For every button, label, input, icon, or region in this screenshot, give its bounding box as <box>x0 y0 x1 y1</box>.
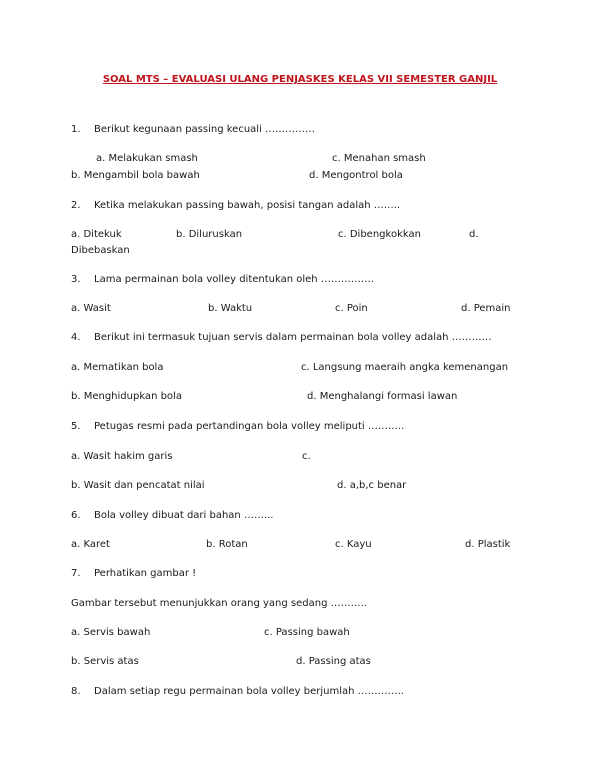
question-number: 5. <box>71 421 81 432</box>
question-text: Petugas resmi pada pertandingan bola volley meliputi ……….. <box>94 421 405 432</box>
question-number: 1. <box>71 124 81 135</box>
option-c: c. Menahan smash <box>332 153 426 164</box>
option-d: d. <box>469 229 479 240</box>
question-number: 2. <box>71 200 81 211</box>
question-text: Lama permainan bola volley ditentukan oleh ……………. <box>94 274 375 285</box>
question-text: Berikut ini termasuk tujuan servis dalam permainan bola volley adalah ………… <box>94 332 492 343</box>
question-number: 3. <box>71 274 81 285</box>
option-c: c. Langsung maeraih angka kemenangan <box>301 362 509 373</box>
option-b: b. Wasit dan pencatat nilai <box>71 480 205 491</box>
option-a: a. Wasit hakim garis <box>71 451 173 462</box>
option-a: a. Wasit <box>71 303 111 314</box>
question-text: Berikut kegunaan passing kecuali …………… <box>94 124 316 135</box>
option-b: b. Waktu <box>208 303 253 314</box>
option-a: a. Karet <box>71 539 110 550</box>
option-a: a. Mematikan bola <box>71 362 164 373</box>
option-c: c. Passing bawah <box>264 627 350 638</box>
option-c: c. Kayu <box>335 539 372 550</box>
option-d: d. Pemain <box>461 303 511 314</box>
question-number: 4. <box>71 332 81 343</box>
question-text: Ketika melakukan passing bawah, posisi tangan adalah …….. <box>94 200 401 211</box>
option-c: c. Dibengkokkan <box>338 229 421 240</box>
question-text: Bola volley dibuat dari bahan ……... <box>94 510 274 521</box>
question-subtext: Gambar tersebut menunjukkan orang yang sedang ……….. <box>71 598 367 609</box>
option-d: d. Menghalangi formasi lawan <box>307 391 458 402</box>
option-b: b. Rotan <box>206 539 248 550</box>
page-title: SOAL MTS – EVALUASI ULANG PENJASKES KELAS VII SEMESTER GANJIL <box>102 74 498 85</box>
question-text: Dalam setiap regu permainan bola volley berjumlah ………….. <box>94 686 404 697</box>
option-b: b. Menghidupkan bola <box>71 391 182 402</box>
option-d: d. a,b,c benar <box>337 480 407 491</box>
option-b: b. Servis atas <box>71 656 139 667</box>
option-c: c. Poin <box>335 303 368 314</box>
option-a: a. Melakukan smash <box>96 153 198 164</box>
option-b: b. Diluruskan <box>176 229 243 240</box>
option-d: d. Mengontrol bola <box>309 170 403 181</box>
option-a: a. Servis bawah <box>71 627 151 638</box>
option-b: b. Mengambil bola bawah <box>71 170 200 181</box>
question-number: 7. <box>71 568 81 579</box>
question-number: 6. <box>71 510 81 521</box>
question-text: Perhatikan gambar ! <box>94 568 197 579</box>
option-d-text: Dibebaskan <box>71 245 130 256</box>
option-a: a. Ditekuk <box>71 229 122 240</box>
option-d: d. Plastik <box>465 539 511 550</box>
option-c: c. <box>302 451 311 462</box>
question-number: 8. <box>71 686 81 697</box>
option-d: d. Passing atas <box>296 656 371 667</box>
